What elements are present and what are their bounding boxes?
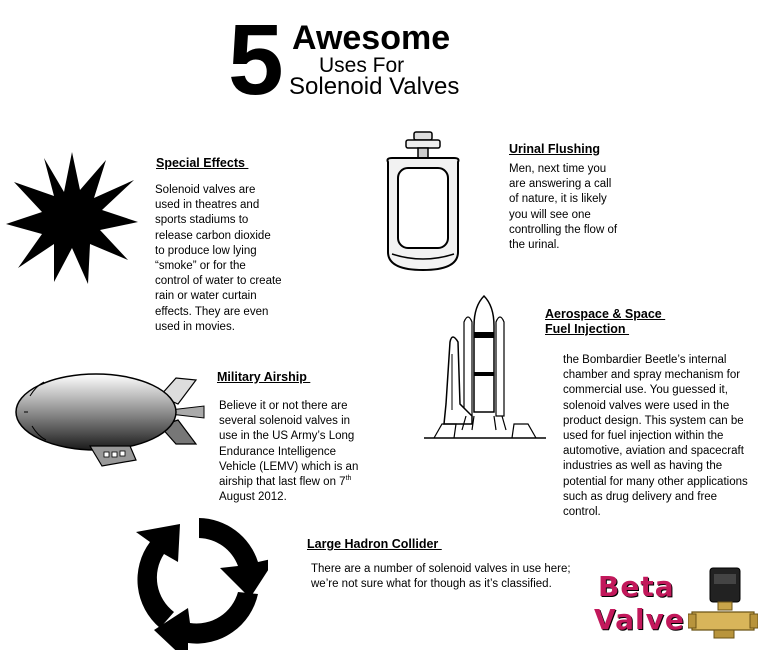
ordinal-suffix: th xyxy=(345,475,352,483)
text-line: Endurance Intelligence xyxy=(219,445,336,458)
text-line: to produce low lying xyxy=(155,244,257,257)
text-line: release carbon dioxide xyxy=(155,229,271,242)
text-line-part: airship that last flew on 7 xyxy=(219,476,346,489)
text-line: Solenoid valves are xyxy=(155,184,256,196)
text-line: control. xyxy=(563,506,601,519)
starburst-icon xyxy=(4,150,140,286)
logo-word-beta: Beta xyxy=(598,570,675,603)
text-line: Men, next time you xyxy=(509,163,607,175)
solenoid-valve-icon xyxy=(688,566,758,640)
text-line: product design. This system can be xyxy=(563,414,744,427)
aerospace-text xyxy=(563,353,768,520)
large-hadron-collider-text xyxy=(311,562,571,592)
urinal-flushing-heading: Urinal Flushing xyxy=(509,142,600,156)
title-line-uses-for: Uses For xyxy=(319,54,405,77)
special-effects-text xyxy=(155,183,315,335)
text-line: solenoid valves were used in the xyxy=(563,399,730,412)
military-airship-text xyxy=(219,399,389,505)
airship-icon xyxy=(10,366,206,478)
text-line: automotive, aviation and spacecraft xyxy=(563,445,744,458)
special-effects-heading: Special Effects xyxy=(156,156,249,170)
text-line: Believe it or not there are xyxy=(219,400,348,412)
aerospace-heading-line1: Aerospace & Space xyxy=(545,307,666,321)
text-line: August 2012. xyxy=(219,491,287,504)
text-line: of nature, it is likely xyxy=(509,193,607,206)
text-line: the Bombardier Beetle’s internal xyxy=(563,354,727,366)
text-line: commercial use. You guessed it, xyxy=(563,384,728,397)
text-line: potential for many other applications xyxy=(563,475,748,488)
text-line xyxy=(219,475,389,490)
text-line: There are a number of solenoid valves in use here; xyxy=(311,563,571,575)
text-line: used for fuel injection within the xyxy=(563,430,724,443)
text-line: used in movies. xyxy=(155,320,235,333)
text-line: used in theatres and xyxy=(155,199,260,212)
space-shuttle-icon xyxy=(424,292,546,442)
text-line: industries as well as having the xyxy=(563,460,723,473)
text-line: Vehicle (LEMV) which is an xyxy=(219,460,359,473)
aerospace-heading-line2: Fuel Injection xyxy=(545,322,630,336)
text-line: several solenoid valves in xyxy=(219,415,351,428)
text-line: chamber and spray mechanism for xyxy=(563,369,741,382)
title-line-solenoid-valves: Solenoid Valves xyxy=(289,73,460,100)
recycle-arrows-icon xyxy=(130,512,268,650)
text-line: we’re not sure what for though as it’s classified. xyxy=(311,578,552,591)
text-line: such as drug delivery and free xyxy=(563,490,718,503)
military-airship-heading: Military Airship xyxy=(217,370,311,384)
text-line: use in the US Army’s Long xyxy=(219,430,355,443)
text-line: sports stadiums to xyxy=(155,214,249,227)
large-hadron-collider-heading: Large Hadron Collider xyxy=(307,537,442,551)
text-line: rain or water curtain xyxy=(155,290,257,303)
title-line-awesome: Awesome xyxy=(292,19,451,57)
text-line: effects. They are even xyxy=(155,305,269,318)
text-line: the urinal. xyxy=(509,239,560,252)
urinal-flushing-text xyxy=(509,162,649,253)
logo-word-valve: Valve xyxy=(594,603,685,636)
urinal-icon xyxy=(380,128,466,274)
text-line: are answering a call xyxy=(509,178,612,191)
text-line: controlling the flow of xyxy=(509,223,618,236)
text-line: you will see one xyxy=(509,208,591,221)
text-line: “smoke” or for the xyxy=(155,260,246,273)
text-line: control of water to create xyxy=(155,275,282,288)
title-number: 5 xyxy=(228,4,282,116)
